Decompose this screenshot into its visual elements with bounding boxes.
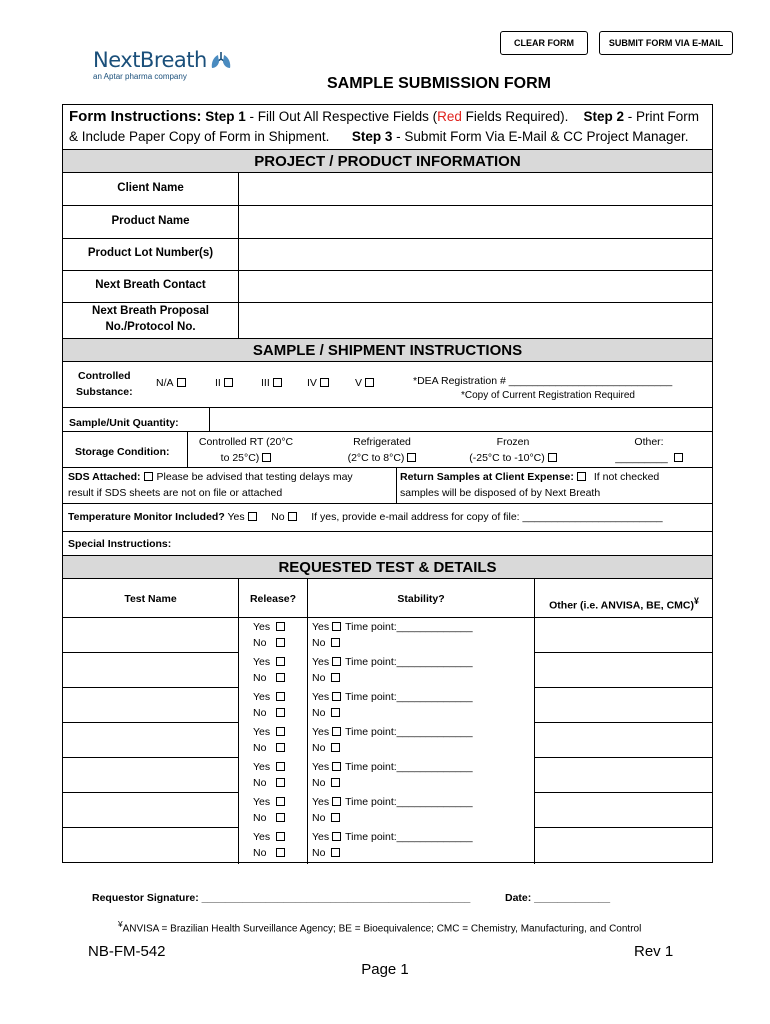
checkbox[interactable]	[224, 378, 233, 387]
logo-tagline: an Aptar pharma company	[93, 72, 187, 81]
schedule-ii[interactable]	[215, 375, 233, 391]
col-other-sup: ¥	[694, 596, 699, 606]
yes-label: Yes	[312, 796, 330, 808]
logo-name: NextBreath	[93, 48, 207, 72]
footnote-text: ANVISA = Brazilian Health Surveillance Agency; BE = Bioequivalence; CMC = Chemistry, Manufacturing, and Control	[122, 923, 642, 935]
footnote	[118, 919, 641, 934]
other-details-field[interactable]	[537, 655, 709, 683]
col-release: Release?	[249, 593, 297, 605]
no-label: No	[253, 812, 267, 824]
yes-label: Yes	[312, 726, 330, 738]
quantity-label: Sample/Unit Quantity:	[69, 417, 179, 429]
stability-no[interactable]	[312, 635, 340, 651]
no-label: No	[253, 637, 267, 649]
time-point-label: Time point:_____________	[345, 726, 473, 738]
checkbox[interactable]	[331, 778, 340, 787]
checkbox[interactable]	[674, 453, 683, 462]
checkbox[interactable]	[276, 622, 285, 631]
release-no[interactable]	[253, 670, 285, 686]
step3-text: - Submit Form Via E-Mail & CC Project Manager.	[392, 129, 689, 144]
stability-no[interactable]	[312, 845, 340, 861]
yes-label: Yes	[312, 621, 330, 633]
schedule-ii-label: II	[215, 377, 221, 389]
yes-label: Yes	[253, 796, 271, 808]
stability-yes[interactable]	[312, 724, 473, 740]
checkbox[interactable]	[276, 743, 285, 752]
time-point-label: Time point:_____________	[345, 796, 473, 808]
storage-refrigerated[interactable]	[327, 434, 437, 466]
yes-label: Yes	[253, 831, 271, 843]
checkbox[interactable]	[144, 472, 153, 481]
other-details-field[interactable]	[537, 690, 709, 718]
checkbox[interactable]	[276, 692, 285, 701]
temp-yes-label: Yes	[227, 511, 245, 523]
checkbox[interactable]	[331, 813, 340, 822]
checkbox[interactable]	[332, 657, 341, 666]
release-no[interactable]	[253, 775, 285, 791]
schedule-v[interactable]	[355, 375, 374, 391]
stability-yes[interactable]	[312, 619, 473, 635]
no-label: No	[253, 672, 267, 684]
step1-red: Red	[437, 109, 462, 124]
dea-note: *Copy of Current Registration Required	[461, 390, 635, 401]
temp-label: Temperature Monitor Included?	[68, 511, 225, 523]
checkbox[interactable]	[276, 813, 285, 822]
stability-no[interactable]	[312, 775, 340, 791]
release-yes[interactable]	[253, 829, 285, 845]
test-name-field[interactable]	[66, 725, 235, 753]
col-test-name: Test Name	[124, 593, 177, 605]
sds-label: SDS Attached:	[68, 471, 141, 483]
yes-label: Yes	[312, 831, 330, 843]
stability-yes[interactable]	[312, 794, 473, 810]
page-number: Page 1	[361, 961, 409, 978]
schedule-iii[interactable]	[261, 375, 282, 391]
yes-label: Yes	[312, 656, 330, 668]
checkbox[interactable]	[276, 657, 285, 666]
time-point-label: Time point:_____________	[345, 621, 473, 633]
checkbox[interactable]	[177, 378, 186, 387]
step1-text-b: Fields Required).	[461, 109, 569, 124]
test-name-field[interactable]	[66, 690, 235, 718]
stability-yes[interactable]	[312, 829, 473, 845]
checkbox[interactable]	[332, 797, 341, 806]
schedule-na-label: N/A	[156, 377, 174, 389]
yes-label: Yes	[253, 761, 271, 773]
special-instructions-field[interactable]	[175, 533, 709, 553]
col-stability: Stability?	[397, 593, 445, 605]
storage-frozen[interactable]	[453, 434, 573, 466]
step3-label: Step 3	[351, 129, 393, 144]
date-line: Date: _____________	[505, 892, 611, 904]
other-details-field[interactable]	[537, 830, 709, 858]
checkbox[interactable]	[273, 378, 282, 387]
no-label: No	[253, 707, 267, 719]
storage-controlled-rt[interactable]	[191, 434, 301, 466]
product-name-field[interactable]	[241, 208, 709, 235]
release-no[interactable]	[253, 845, 285, 861]
temp-text: If yes, provide e-mail address for copy of file: ________________________	[311, 511, 663, 523]
proposal-label	[63, 303, 238, 335]
return-samples	[400, 469, 710, 501]
checkbox[interactable]	[331, 708, 340, 717]
step1-text-a: - Fill Out All Respective Fields (	[245, 109, 438, 124]
return-text2: samples will be disposed of by Next Breath	[400, 487, 601, 499]
clear-form-button[interactable]: CLEAR FORM	[500, 31, 588, 55]
release-no[interactable]	[253, 635, 285, 651]
no-label: No	[312, 672, 326, 684]
yes-label: Yes	[253, 656, 271, 668]
checkbox[interactable]	[276, 727, 285, 736]
no-label: No	[312, 742, 326, 754]
checkbox[interactable]	[365, 378, 374, 387]
sds-text2: result if SDS sheets are not on file or attached	[68, 487, 283, 499]
checkbox[interactable]	[332, 762, 341, 771]
time-point-label: Time point:_____________	[345, 656, 473, 668]
yes-label: Yes	[253, 621, 271, 633]
release-yes[interactable]	[253, 689, 285, 705]
lot-numbers-field[interactable]	[241, 241, 709, 268]
controlled-label-line2: Substance:	[76, 386, 133, 398]
client-name-label: Client Name	[117, 182, 184, 194]
storage-refrig-line2: (2°C to 8°C)	[347, 452, 405, 464]
sds-attached	[68, 469, 393, 501]
temperature-monitor	[68, 509, 708, 525]
checkbox[interactable]	[276, 778, 285, 787]
sds-text1: Please be advised that testing delays may	[156, 471, 353, 483]
checkbox[interactable]	[332, 692, 341, 701]
schedule-na[interactable]	[156, 375, 186, 391]
other-details-field[interactable]	[537, 760, 709, 788]
revision: Rev 1	[634, 943, 674, 960]
project-section-heading: PROJECT / PRODUCT INFORMATION	[63, 149, 712, 173]
proposal-field[interactable]	[241, 305, 709, 337]
checkbox[interactable]	[276, 638, 285, 647]
storage-rt-line1: Controlled RT (20°C	[198, 436, 294, 448]
shipment-section-heading: SAMPLE / SHIPMENT INSTRUCTIONS	[63, 338, 712, 362]
checkbox[interactable]	[331, 743, 340, 752]
stability-no[interactable]	[312, 810, 340, 826]
contact-label: Next Breath Contact	[95, 279, 206, 291]
col-other	[535, 593, 713, 614]
yes-label: Yes	[253, 726, 271, 738]
other-details-field[interactable]	[537, 620, 709, 648]
release-no[interactable]	[253, 810, 285, 826]
storage-frozen-line1: Frozen	[496, 436, 530, 448]
stability-yes[interactable]	[312, 689, 473, 705]
step2-label: Step 2	[583, 109, 624, 124]
return-label: Return Samples at Client Expense:	[400, 471, 574, 483]
no-label: No	[312, 847, 326, 859]
checkbox[interactable]	[331, 848, 340, 857]
stability-no[interactable]	[312, 670, 340, 686]
checkbox[interactable]	[262, 453, 271, 462]
no-label: No	[253, 742, 267, 754]
checkbox[interactable]	[577, 472, 586, 481]
no-label: No	[312, 777, 326, 789]
controlled-substance-label	[76, 368, 133, 400]
doc-id: NB-FM-542	[88, 943, 166, 960]
lot-numbers-label: Product Lot Number(s)	[87, 247, 214, 259]
page-title: SAMPLE SUBMISSION FORM	[326, 75, 551, 92]
checkbox[interactable]	[276, 832, 285, 841]
footnote-sup: ¥	[118, 919, 123, 929]
stability-no[interactable]	[312, 740, 340, 756]
release-yes[interactable]	[253, 759, 285, 775]
form-instructions	[69, 107, 709, 147]
stability-no[interactable]	[312, 705, 340, 721]
no-label: No	[312, 637, 326, 649]
storage-rt-line2: to 25°C)	[220, 452, 260, 464]
release-yes[interactable]	[253, 654, 285, 670]
yes-label: Yes	[253, 691, 271, 703]
test-name-field[interactable]	[66, 830, 235, 858]
schedule-iv-label: IV	[307, 377, 317, 389]
test-name-field[interactable]	[66, 620, 235, 648]
other-details-field[interactable]	[537, 725, 709, 753]
release-no[interactable]	[253, 705, 285, 721]
schedule-iv[interactable]	[307, 375, 329, 391]
checkbox[interactable]	[276, 762, 285, 771]
release-yes[interactable]	[253, 794, 285, 810]
checkbox[interactable]	[276, 673, 285, 682]
test-name-field[interactable]	[66, 655, 235, 683]
storage-other[interactable]	[599, 434, 699, 466]
proposal-label-line1: Next Breath Proposal	[92, 305, 209, 317]
schedule-iii-label: III	[261, 377, 270, 389]
schedule-v-label: V	[355, 377, 363, 389]
proposal-label-line2: No./Protocol No.	[105, 321, 196, 333]
no-label: No	[253, 847, 267, 859]
other-details-field[interactable]	[537, 795, 709, 823]
return-text1: If not checked	[593, 471, 660, 483]
checkbox[interactable]	[407, 453, 416, 462]
time-point-label: Time point:_____________	[345, 831, 473, 843]
checkbox[interactable]	[331, 638, 340, 647]
stability-yes[interactable]	[312, 654, 473, 670]
storage-label: Storage Condition:	[75, 446, 170, 458]
yes-label: Yes	[312, 691, 330, 703]
no-label: No	[312, 812, 326, 824]
time-point-label: Time point:_____________	[345, 691, 473, 703]
form-frame	[62, 104, 713, 863]
release-yes[interactable]	[253, 619, 285, 635]
storage-other-line1: Other:	[634, 436, 664, 448]
product-name-label: Product Name	[111, 215, 190, 227]
submit-form-email-button[interactable]: SUBMIT FORM VIA E-MAIL	[599, 31, 733, 55]
checkbox[interactable]	[320, 378, 329, 387]
temp-no-label: No	[271, 511, 285, 523]
storage-refrig-line1: Refrigerated	[353, 436, 411, 448]
checkbox[interactable]	[331, 673, 340, 682]
quantity-field[interactable]	[212, 409, 709, 429]
checkbox[interactable]	[288, 512, 297, 521]
storage-frozen-line2: (-25°C to -10°C)	[469, 452, 545, 464]
step2-text: - Print Form & Include Paper Copy of Form in Shipment.	[69, 109, 699, 144]
checkbox[interactable]	[548, 453, 557, 462]
col-other-label: Other (i.e. ANVISA, BE, CMC)	[549, 599, 694, 612]
client-name-field[interactable]	[241, 176, 709, 203]
stability-yes[interactable]	[312, 759, 473, 775]
storage-other-line2: _________	[615, 452, 668, 464]
checkbox[interactable]	[332, 832, 341, 841]
dea-registration: *DEA Registration # ____________________________	[413, 375, 673, 387]
yes-label: Yes	[312, 761, 330, 773]
special-instructions-label: Special Instructions:	[68, 538, 172, 550]
release-no[interactable]	[253, 740, 285, 756]
checkbox[interactable]	[276, 797, 285, 806]
checkbox[interactable]	[332, 622, 341, 631]
test-name-field[interactable]	[66, 760, 235, 788]
checkbox[interactable]	[276, 848, 285, 857]
contact-field[interactable]	[241, 273, 709, 300]
checkbox[interactable]	[276, 708, 285, 717]
lungs-icon	[210, 50, 232, 70]
no-label: No	[253, 777, 267, 789]
instructions-lead: Form Instructions:	[69, 108, 202, 125]
controlled-label-line1: Controlled	[78, 370, 131, 382]
tests-section-heading: REQUESTED TEST & DETAILS	[63, 555, 712, 579]
step1-label: Step 1	[205, 109, 246, 124]
checkbox[interactable]	[248, 512, 257, 521]
test-name-field[interactable]	[66, 795, 235, 823]
no-label: No	[312, 707, 326, 719]
release-yes[interactable]	[253, 724, 285, 740]
time-point-label: Time point:_____________	[345, 761, 473, 773]
checkbox[interactable]	[332, 727, 341, 736]
signature-line: Requestor Signature: ______________________________________________	[92, 892, 471, 904]
